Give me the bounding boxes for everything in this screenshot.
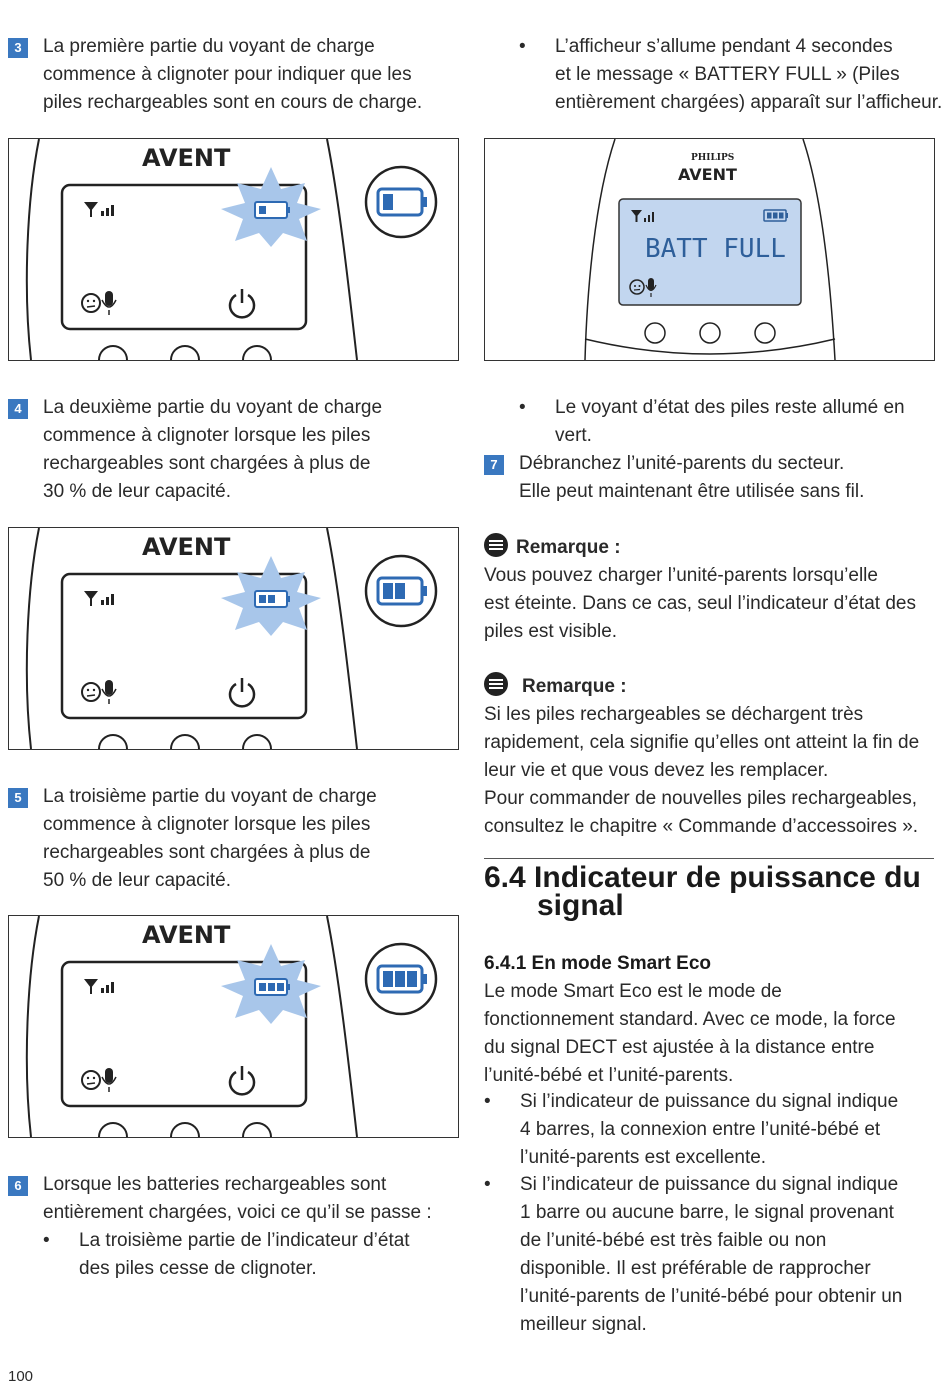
step-number: 4 [8, 399, 28, 419]
subsection-title: 6.4.1 En mode Smart Eco [484, 953, 712, 974]
note-2: Remarque : Si les piles rechargeables se déchargent très rapidement, cela signifie qu’elles ont atteint la fin de leur vie et que vous devez les remplacer. Pour commander de nouvelles piles rechargeables, consultez le chapitre « Commande d’accessoires ». [484, 672, 944, 841]
signal-icon [84, 591, 114, 606]
signal-icon [84, 979, 114, 994]
battery-icon [255, 979, 290, 995]
battery-zoom-icon [378, 578, 427, 604]
lcd-message: BATT FULL [645, 234, 786, 264]
figure-charge-step-3 [8, 915, 459, 1138]
battery-icon [255, 202, 290, 218]
section-rule [484, 858, 934, 859]
step-text: Débranchez l’unité-parents du secteur. Elle peut maintenant être utilisée sans fil. [519, 453, 865, 502]
device-button [645, 323, 665, 343]
step-text: La troisième partie du voyant de charge commence à clignoter lorsque les piles rechargeables sont chargées à plus de 50 % de leur capacité. [43, 786, 377, 891]
timer-icon [230, 289, 254, 317]
note-icon [484, 672, 508, 696]
face-mic-icon [82, 291, 116, 315]
step-number: 5 [8, 788, 28, 808]
note-1: Remarque : Vous pouvez charger l’unité-parents lorsqu’elle est éteinte. Dans ce cas, seul l’indicateur d’état des piles est visible. [484, 533, 944, 646]
avent-logo: AVENT [142, 533, 231, 561]
step-number: 3 [8, 38, 28, 58]
battery-zoom-icon [378, 966, 427, 992]
signal-icon [84, 202, 114, 217]
face-mic-icon [82, 1068, 116, 1092]
step-text: La première partie du voyant de charge commence à clignoter pour indiquer que les piles rechargeables sont en cours de charge. [43, 36, 423, 113]
avent-logo: AVENT [142, 921, 231, 949]
note-icon [484, 533, 508, 557]
timer-icon [230, 1066, 254, 1094]
device-button [700, 323, 720, 343]
step-text: Lorsque les batteries rechargeables sont entièrement chargées, voici ce qu’il se passe : [43, 1174, 432, 1223]
battery-zoom-icon [378, 189, 427, 215]
note-title: Remarque : [522, 676, 627, 697]
figure-batt-full [484, 138, 935, 361]
face-mic-icon [82, 680, 116, 704]
step-text: La deuxième partie du voyant de charge commence à clignoter lorsque les piles rechargeables sont chargées à plus de 30 % de leur capacité. [43, 397, 383, 502]
step-number: 6 [8, 1176, 28, 1196]
avent-logo: AVENT [678, 165, 737, 184]
step-number: 7 [484, 455, 504, 475]
figure-charge-step-1 [8, 138, 459, 361]
page-number: 100 [8, 1368, 34, 1385]
subsection-smart-eco: 6.4.1 En mode Smart Eco Le mode Smart Eco est le mode de fonctionnement standard. Avec ce mode, la force du signal DECT est ajustée à la distance entre l’unité-bébé et l’unité-parents. [484, 950, 944, 1090]
battery-icon [255, 591, 290, 607]
avent-logo: AVENT [142, 144, 231, 172]
section-heading: 6.4 Indicateur de puissance du signal [484, 861, 921, 922]
note-title: Remarque : [516, 537, 621, 558]
timer-icon [230, 678, 254, 706]
figure-charge-step-2 [8, 527, 459, 750]
philips-logo: PHILIPS [691, 153, 735, 163]
device-button [755, 323, 775, 343]
